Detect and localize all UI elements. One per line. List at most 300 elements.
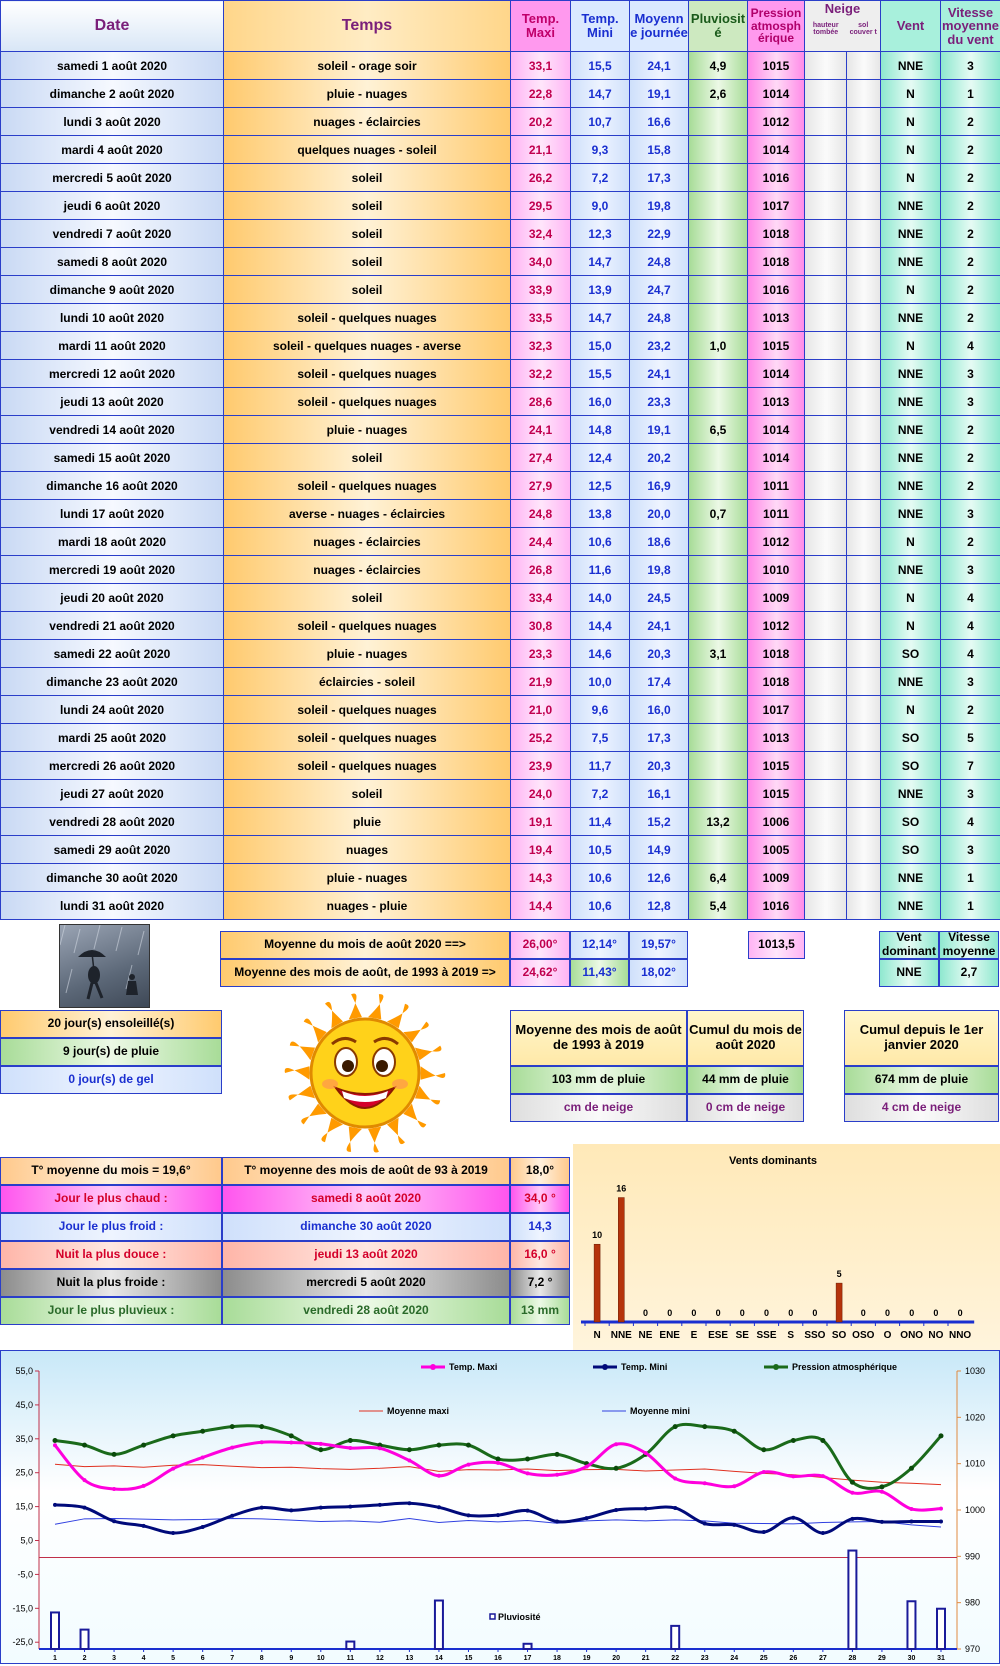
cell-temp-moy: 20,2 — [630, 444, 689, 472]
cell-neige-sol — [847, 808, 881, 836]
cell-pluie — [689, 192, 748, 220]
wind-data-label: 5 — [837, 1269, 842, 1279]
temp-min-point — [466, 1513, 470, 1517]
hist-snow-value: cm de neige — [510, 1094, 687, 1122]
cell-temps: pluie — [224, 808, 511, 836]
wind-category-label: OSO — [852, 1330, 874, 1341]
cell-temp-max: 27,9 — [511, 472, 571, 500]
cell-vent: NNE — [881, 500, 941, 528]
cell-temp-moy: 17,4 — [630, 668, 689, 696]
pressure-point — [200, 1429, 205, 1434]
cell-date: samedi 15 août 2020 — [1, 444, 224, 472]
rain-bar — [435, 1601, 443, 1649]
cell-pluie — [689, 836, 748, 864]
cell-temps: soleil — [224, 192, 511, 220]
cell-neige-hauteur — [805, 136, 847, 164]
cell-pression: 1015 — [748, 332, 805, 360]
right-tick-label: 1030 — [965, 1366, 985, 1376]
pressure-point — [791, 1438, 796, 1443]
cell-pression: 1014 — [748, 444, 805, 472]
table-row — [1, 696, 1000, 724]
cell-neige-hauteur — [805, 668, 847, 696]
cell-pluie — [689, 696, 748, 724]
temp-max-point — [644, 1451, 648, 1455]
cell-neige-hauteur — [805, 724, 847, 752]
cell-vitesse: 4 — [941, 808, 1000, 836]
cell-temp-moy: 17,3 — [630, 724, 689, 752]
pressure-point — [939, 1433, 944, 1438]
cell-pluie: 0,7 — [689, 500, 748, 528]
cell-temps: soleil - quelques nuages — [224, 304, 511, 332]
pressure-point — [525, 1457, 530, 1462]
wind-category-label: NNO — [949, 1330, 971, 1341]
cell-temp-min: 7,2 — [571, 164, 630, 192]
rainiest-day-label: Jour le plus pluvieux : — [0, 1297, 222, 1325]
temp-max-line — [55, 1442, 941, 1510]
cell-temp-max: 33,4 — [511, 584, 571, 612]
cell-temp-moy: 16,9 — [630, 472, 689, 500]
sun-ray — [415, 1086, 440, 1105]
right-tick-label: 1020 — [965, 1412, 985, 1422]
wind-category-label: E — [691, 1330, 698, 1341]
cell-date: vendredi 14 août 2020 — [1, 416, 224, 444]
cell-temp-min: 11,6 — [571, 556, 630, 584]
sun-ray — [349, 993, 362, 1019]
pressure-point — [53, 1438, 58, 1443]
cell-temp-max: 32,2 — [511, 360, 571, 388]
cell-neige-hauteur — [805, 108, 847, 136]
x-tick-label: 11 — [347, 1655, 355, 1662]
cell-date: dimanche 2 août 2020 — [1, 80, 224, 108]
temp-min-point — [673, 1506, 677, 1510]
cell-date: dimanche 23 août 2020 — [1, 668, 224, 696]
cell-temp-min: 15,5 — [571, 360, 630, 388]
cell-neige-hauteur — [805, 360, 847, 388]
table-row — [1, 808, 1000, 836]
dominant-wind-value: NNE — [879, 959, 939, 987]
temp-max-point — [348, 1446, 352, 1450]
right-tick-label: 970 — [965, 1644, 980, 1654]
cell-pression: 1014 — [748, 360, 805, 388]
x-tick-label: 4 — [142, 1655, 146, 1662]
cell-temp-max: 34,0 — [511, 248, 571, 276]
pressure-point — [171, 1433, 176, 1438]
cell-pluie — [689, 668, 748, 696]
wind-data-label: 0 — [716, 1308, 721, 1318]
temp-min-point — [230, 1514, 234, 1518]
x-tick-label: 26 — [789, 1655, 797, 1662]
cell-pression: 1012 — [748, 528, 805, 556]
cell-temp-max: 33,5 — [511, 304, 571, 332]
cell-neige-hauteur — [805, 416, 847, 444]
cell-neige-hauteur — [805, 164, 847, 192]
cell-neige-sol — [847, 136, 881, 164]
cell-vitesse: 3 — [941, 388, 1000, 416]
cell-date: lundi 10 août 2020 — [1, 304, 224, 332]
dominant-winds-svg — [573, 1144, 1000, 1350]
cell-temp-max: 22,8 — [511, 80, 571, 108]
pressure-point — [761, 1447, 766, 1452]
legend-label: Pluviosité — [498, 1612, 541, 1622]
cell-vent: NNE — [881, 360, 941, 388]
cell-date: lundi 31 août 2020 — [1, 892, 224, 920]
x-tick-label: 24 — [730, 1655, 738, 1662]
coldest-day-value: 14,3 — [510, 1213, 570, 1241]
wind-data-label: 10 — [592, 1230, 602, 1240]
cell-temp-moy: 23,2 — [630, 332, 689, 360]
cell-temp-min: 14,7 — [571, 304, 630, 332]
pressure-point — [318, 1447, 323, 1452]
temp-max-point — [762, 1470, 766, 1474]
x-tick-label: 13 — [406, 1655, 414, 1662]
temp-min-point — [289, 1508, 293, 1512]
pressure-point — [850, 1480, 855, 1485]
cell-neige-sol — [847, 164, 881, 192]
temperature-pressure-svg — [1, 1351, 999, 1663]
cell-neige-sol — [847, 220, 881, 248]
header-temps: Temps — [224, 1, 511, 52]
legend-label: Temp. Mini — [621, 1362, 667, 1372]
table-row — [1, 192, 1000, 220]
cell-neige-hauteur — [805, 80, 847, 108]
table-row — [1, 332, 1000, 360]
cell-vent: N — [881, 332, 941, 360]
pressure-point — [496, 1457, 501, 1462]
rain-bar — [346, 1642, 354, 1649]
cell-pluie — [689, 136, 748, 164]
temp-min-point — [644, 1507, 648, 1511]
table-row — [1, 528, 1000, 556]
cell-pluie: 5,4 — [689, 892, 748, 920]
cell-pression: 1018 — [748, 640, 805, 668]
cell-temps: soleil — [224, 780, 511, 808]
cell-temp-min: 14,7 — [571, 80, 630, 108]
temp-min-point — [378, 1503, 382, 1507]
pressure-point — [259, 1424, 264, 1429]
wind-category-label: O — [884, 1330, 892, 1341]
cell-temps: pluie - nuages — [224, 640, 511, 668]
temp-min-point — [732, 1523, 736, 1527]
table-row — [1, 836, 1000, 864]
cell-vent: SO — [881, 640, 941, 668]
cell-temp-max: 29,5 — [511, 192, 571, 220]
rain-bar — [907, 1601, 915, 1649]
left-tick-label: 5,0 — [20, 1536, 33, 1546]
table-row — [1, 556, 1000, 584]
wind-data-label: 0 — [909, 1308, 914, 1318]
smiling-sun-icon — [280, 988, 450, 1158]
cell-pluie — [689, 164, 748, 192]
header-pression: Pression atmosph érique — [748, 1, 805, 52]
historical-average-label: Moyenne des mois de août, de 1993 à 2019 => — [220, 959, 510, 987]
cell-temp-max: 23,3 — [511, 640, 571, 668]
cell-temps: pluie - nuages — [224, 864, 511, 892]
left-tick-label: -25,0 — [12, 1637, 33, 1647]
temp-max-point — [614, 1442, 618, 1446]
cell-temps: soleil - quelques nuages — [224, 472, 511, 500]
cell-temp-moy: 24,1 — [630, 52, 689, 80]
pressure-point — [466, 1443, 471, 1448]
cell-vent: SO — [881, 724, 941, 752]
temp-max-point — [319, 1442, 323, 1446]
cell-vent: N — [881, 528, 941, 556]
month-precip-header: Cumul du mois de août 2020 — [687, 1010, 804, 1066]
x-tick-label: 27 — [819, 1655, 827, 1662]
temp-min-point — [260, 1506, 264, 1510]
cell-pression: 1017 — [748, 696, 805, 724]
cell-pression: 1016 — [748, 276, 805, 304]
hottest-day-label: Jour le plus chaud : — [0, 1185, 222, 1213]
cell-neige-hauteur — [805, 304, 847, 332]
wind-data-label: 0 — [958, 1308, 963, 1318]
cell-temp-max: 33,1 — [511, 52, 571, 80]
hottest-day-date: samedi 8 août 2020 — [222, 1185, 510, 1213]
header-neige-hauteur: hauteur tombée — [805, 22, 846, 36]
wind-data-label: 0 — [667, 1308, 672, 1318]
header-temp-maxi: Temp. Maxi — [511, 1, 571, 52]
cell-vent: NNE — [881, 472, 941, 500]
cell-temps: pluie - nuages — [224, 80, 511, 108]
cell-temp-max: 24,4 — [511, 528, 571, 556]
average-speed-value: 2,7 — [939, 959, 999, 987]
cell-temp-moy: 19,1 — [630, 416, 689, 444]
cell-pluie — [689, 360, 748, 388]
frost-days-count: 0 jour(s) de gel — [0, 1066, 222, 1094]
table-row — [1, 892, 1000, 920]
cell-temp-min: 7,5 — [571, 724, 630, 752]
historical-average-min: 11,43° — [570, 959, 629, 987]
cell-vitesse: 2 — [941, 472, 1000, 500]
header-neige-label: Neige — [805, 2, 880, 16]
wind-category-label: ONO — [900, 1330, 923, 1341]
cell-temp-min: 13,8 — [571, 500, 630, 528]
cell-temp-max: 21,1 — [511, 136, 571, 164]
cell-temp-min: 10,0 — [571, 668, 630, 696]
header-date: Date — [1, 1, 224, 52]
cell-temp-max: 24,0 — [511, 780, 571, 808]
cell-vent: NNE — [881, 416, 941, 444]
cell-temps: nuages — [224, 836, 511, 864]
cell-temp-max: 19,4 — [511, 836, 571, 864]
table-row — [1, 136, 1000, 164]
cell-pression: 1015 — [748, 752, 805, 780]
cell-pluie — [689, 220, 748, 248]
cell-temps: soleil — [224, 164, 511, 192]
cell-temp-moy: 16,6 — [630, 108, 689, 136]
cell-pluie — [689, 724, 748, 752]
wind-category-label: NNE — [611, 1330, 632, 1341]
table-row — [1, 52, 1000, 80]
temp-max-point — [230, 1446, 234, 1450]
cell-temps: soleil - quelques nuages — [224, 388, 511, 416]
cell-neige-sol — [847, 892, 881, 920]
cell-pluie — [689, 276, 748, 304]
table-row — [1, 388, 1000, 416]
cell-pluie — [689, 472, 748, 500]
cell-temp-min: 7,2 — [571, 780, 630, 808]
month-average-moy: 19,57° — [629, 931, 688, 959]
cell-date: mercredi 19 août 2020 — [1, 556, 224, 584]
x-tick-label: 9 — [289, 1655, 293, 1662]
cell-date: vendredi 28 août 2020 — [1, 808, 224, 836]
cell-temp-moy: 14,9 — [630, 836, 689, 864]
temp-max-point — [703, 1481, 707, 1485]
cell-pression: 1013 — [748, 724, 805, 752]
cell-temps: soleil — [224, 248, 511, 276]
cell-vitesse: 1 — [941, 80, 1000, 108]
cell-pression: 1014 — [748, 136, 805, 164]
cell-vent: N — [881, 80, 941, 108]
cell-neige-sol — [847, 640, 881, 668]
table-row — [1, 444, 1000, 472]
cell-temps: soleil - quelques nuages — [224, 696, 511, 724]
cell-neige-hauteur — [805, 192, 847, 220]
table-row — [1, 500, 1000, 528]
cell-temps: quelques nuages - soleil — [224, 136, 511, 164]
x-tick-label: 16 — [494, 1655, 502, 1662]
cell-neige-sol — [847, 612, 881, 640]
left-tick-label: 55,0 — [15, 1366, 33, 1376]
cell-pression: 1013 — [748, 388, 805, 416]
cell-vitesse: 3 — [941, 836, 1000, 864]
pressure-point — [702, 1424, 707, 1429]
left-tick-label: 45,0 — [15, 1400, 33, 1410]
rain-bar — [524, 1644, 532, 1649]
month-snow-value: 0 cm de neige — [687, 1094, 804, 1122]
year-snow-value: 4 cm de neige — [844, 1094, 999, 1122]
x-tick-label: 29 — [878, 1655, 886, 1662]
cell-temps: nuages - pluie — [224, 892, 511, 920]
legend-label: Moyenne maxi — [387, 1406, 449, 1416]
cell-vitesse: 2 — [941, 276, 1000, 304]
cell-vent: SO — [881, 808, 941, 836]
cell-neige-hauteur — [805, 472, 847, 500]
cell-date: vendredi 7 août 2020 — [1, 220, 224, 248]
temp-max-point — [289, 1441, 293, 1445]
cell-vent: NNE — [881, 668, 941, 696]
cell-vitesse: 3 — [941, 500, 1000, 528]
cell-pression: 1006 — [748, 808, 805, 836]
wind-category-label: NE — [639, 1330, 653, 1341]
cell-temp-min: 14,0 — [571, 584, 630, 612]
pressure-point — [614, 1466, 619, 1471]
cell-temps: soleil - quelques nuages — [224, 360, 511, 388]
cell-temp-max: 25,2 — [511, 724, 571, 752]
cell-temps: soleil - quelques nuages - averse — [224, 332, 511, 360]
cell-temps: soleil — [224, 584, 511, 612]
wind-category-label: NO — [928, 1330, 943, 1341]
rainiest-day-value: 13 mm — [510, 1297, 570, 1325]
temp-min-point — [703, 1522, 707, 1526]
cell-temp-max: 23,9 — [511, 752, 571, 780]
wind-data-label: 0 — [764, 1308, 769, 1318]
cell-neige-sol — [847, 556, 881, 584]
pressure-point — [732, 1429, 737, 1434]
temp-min-point — [614, 1508, 618, 1512]
cell-temp-max: 24,1 — [511, 416, 571, 444]
cell-temp-moy: 24,8 — [630, 304, 689, 332]
cell-vitesse: 4 — [941, 332, 1000, 360]
cell-pluie — [689, 248, 748, 276]
temp-min-point — [171, 1531, 175, 1535]
x-tick-label: 31 — [937, 1655, 945, 1662]
cell-neige-hauteur — [805, 612, 847, 640]
x-tick-label: 14 — [435, 1655, 443, 1662]
pressure-point — [348, 1438, 353, 1443]
cell-date: samedi 8 août 2020 — [1, 248, 224, 276]
cell-vitesse: 2 — [941, 136, 1000, 164]
cell-vent: NNE — [881, 444, 941, 472]
cell-temps: soleil - orage soir — [224, 52, 511, 80]
temp-max-point — [407, 1459, 411, 1463]
wind-category-label: N — [593, 1330, 600, 1341]
wind-data-label: 0 — [933, 1308, 938, 1318]
x-tick-label: 25 — [760, 1655, 768, 1662]
temp-max-point — [821, 1474, 825, 1478]
mildest-night-label: Nuit la plus douce : — [0, 1241, 222, 1269]
cell-neige-sol — [847, 500, 881, 528]
cell-pression: 1018 — [748, 668, 805, 696]
cell-pression: 1017 — [748, 192, 805, 220]
cell-pluie — [689, 108, 748, 136]
temp-max-point — [142, 1484, 146, 1488]
cell-temp-moy: 19,1 — [630, 80, 689, 108]
pressure-point — [879, 1484, 884, 1489]
cell-date: samedi 1 août 2020 — [1, 52, 224, 80]
table-row — [1, 640, 1000, 668]
hist-avg-temp-value: 18,0° — [510, 1157, 570, 1185]
wind-category-label: ENE — [659, 1330, 680, 1341]
x-tick-label: 30 — [908, 1655, 916, 1662]
month-rain-value: 44 mm de pluie — [687, 1066, 804, 1094]
sun-ray — [368, 1127, 381, 1153]
left-tick-label: -5,0 — [17, 1569, 33, 1579]
cell-pression: 1014 — [748, 416, 805, 444]
cell-vitesse: 1 — [941, 864, 1000, 892]
cell-pluie: 3,1 — [689, 640, 748, 668]
x-tick-label: 3 — [112, 1655, 116, 1662]
temp-max-point — [112, 1487, 116, 1491]
cell-vitesse: 1 — [941, 892, 1000, 920]
cell-pluie — [689, 388, 748, 416]
cell-neige-sol — [847, 304, 881, 332]
mildest-night-date: jeudi 13 août 2020 — [222, 1241, 510, 1269]
cell-temp-min: 9,6 — [571, 696, 630, 724]
cell-vitesse: 5 — [941, 724, 1000, 752]
cell-pluie: 13,2 — [689, 808, 748, 836]
cell-vitesse: 2 — [941, 192, 1000, 220]
cell-neige-hauteur — [805, 332, 847, 360]
pressure-point — [820, 1438, 825, 1443]
temp-max-point — [850, 1491, 854, 1495]
cell-date: mercredi 12 août 2020 — [1, 360, 224, 388]
cell-neige-hauteur — [805, 248, 847, 276]
legend-marker — [773, 1364, 779, 1370]
pressure-point — [112, 1452, 117, 1457]
left-tick-label: 25,0 — [15, 1468, 33, 1478]
cell-pluie — [689, 444, 748, 472]
legend-marker — [602, 1364, 608, 1370]
cell-neige-sol — [847, 696, 881, 724]
cell-neige-hauteur — [805, 584, 847, 612]
table-row — [1, 248, 1000, 276]
cell-neige-sol — [847, 80, 881, 108]
cell-pluie — [689, 584, 748, 612]
cell-vent: NNE — [881, 556, 941, 584]
temp-min-point — [496, 1513, 500, 1517]
cell-temp-moy: 24,5 — [630, 584, 689, 612]
temp-min-point — [112, 1519, 116, 1523]
